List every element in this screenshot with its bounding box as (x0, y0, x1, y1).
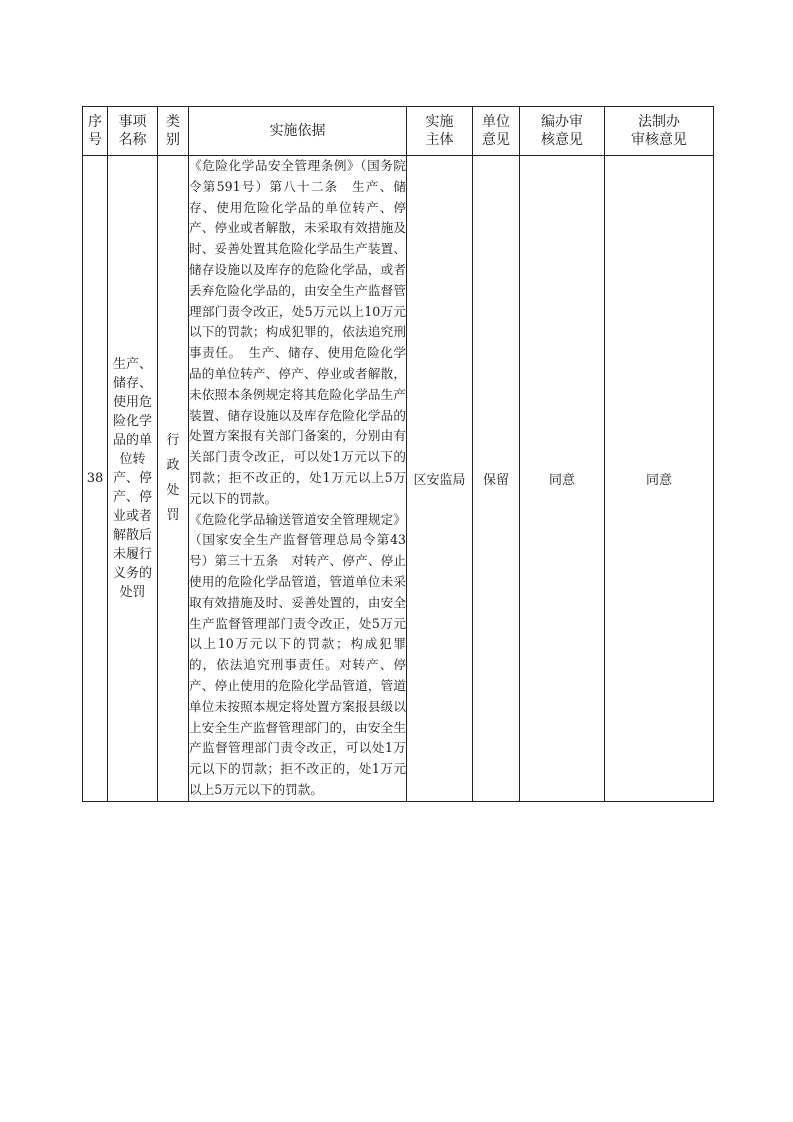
legal-review: 同意 (605, 156, 714, 802)
implementing-subject: 区安监局 (407, 156, 473, 802)
header-legal-review: 法制办 审核意见 (605, 107, 714, 156)
legal-basis (189, 156, 407, 802)
header-row (83, 107, 714, 156)
header-unit-opinion: 单位 意见 (473, 107, 520, 156)
approval-table (82, 106, 714, 802)
item-name: 生产、储存、使用危险化学品的单位转产、停产、停业或者解散后未履行义务的处罚 (108, 156, 158, 802)
unit-opinion: 保留 (473, 156, 520, 802)
basis-paragraph: 《危险化学品输送管道安全管理规定》（国家安全生产监督管理总局令第43号）第三十五条 对转产、停产、停止使用的危险化学品管道，管道单位未采取有效措施及时、妥善处置的，由安全生产监督管理部门责令改正，处5万元以上10万元以下的罚款；构成犯罪的，依法追究刑事责任。对转产、停产、停止使用的危险化学品管道，管道单位未按照本规定将处置方案报县级以上安全生产监督管理部门的，由安全生产监督管理部门责令改正，可以处1万元以下的罚款；拒不改正的，处1万元以上5万元以下的罚款。 (189, 511, 406, 797)
header-no: 序 号 (83, 107, 108, 156)
header-subject: 实施 主体 (407, 107, 473, 156)
editorial-review: 同意 (520, 156, 605, 802)
item-category: 行 政 处 罚 (158, 156, 189, 802)
row-number: 38 (83, 156, 108, 802)
header-basis: 实施依据 (189, 107, 407, 156)
header-editorial-review: 编办审 核意见 (520, 107, 605, 156)
basis-paragraph: 《危险化学品安全管理条例》（国务院令第591号）第八十二条 生产、储存、使用危险化学品的单位转产、停产、停业或者解散，未采取有效措施及时、妥善处置其危险化学品生产装置、储存设施以及库存的危险化学品，或者丢弃危险化学品的，由安全生产监督管理部门责令改正，处5万元以上10万元以下的罚款；构成犯罪的，依法追究刑事责任。 生产、储存、使用危险化学品的单位转产、停产、停业或者解散，未依照本条例规定将其危险化学品生产装置、储存设施以及库存危险化学品的处置方案报有关部门备案的，分别由有关部门责令改正，可以处1万元以下的罚款；拒不改正的，处1万元以上5万元以下的罚款。 (189, 158, 406, 506)
header-category: 类 别 (158, 107, 189, 156)
table-row (83, 156, 714, 802)
header-name: 事项 名称 (108, 107, 158, 156)
